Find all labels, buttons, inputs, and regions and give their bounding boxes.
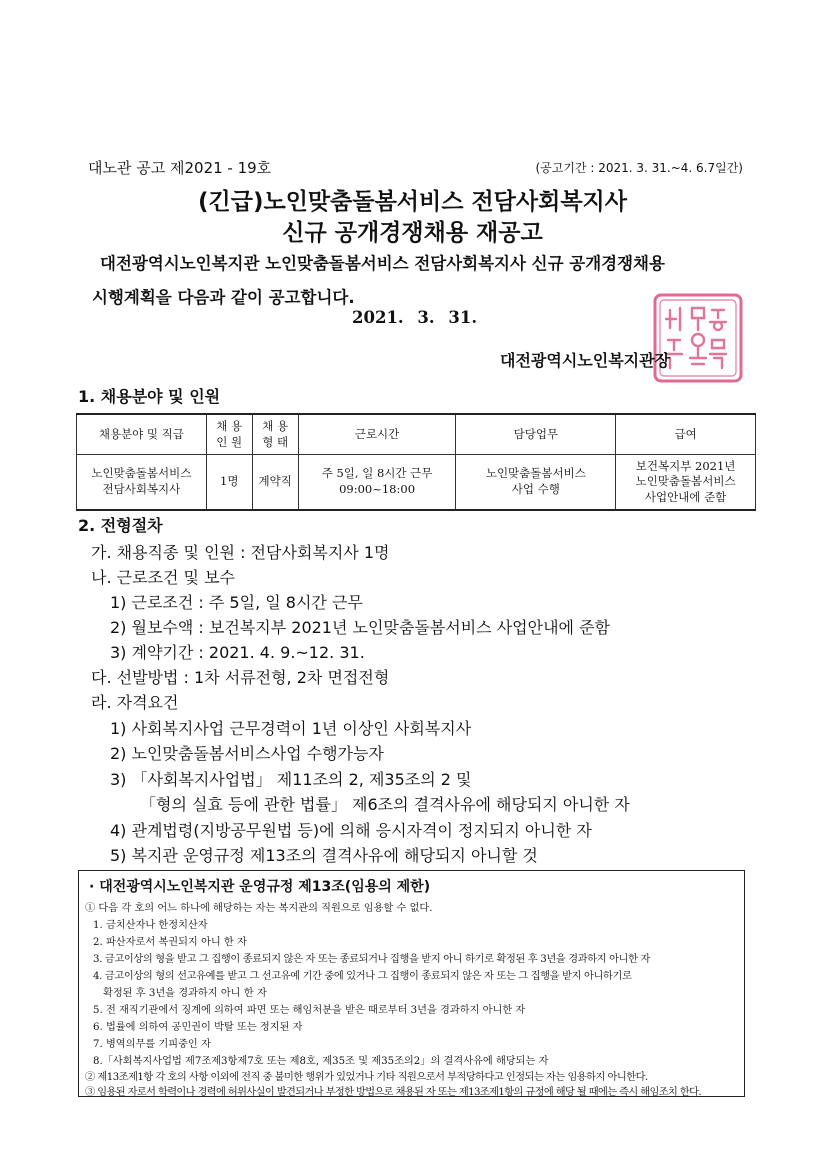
col-header-employment-type: 채 용 형 태 (252, 414, 298, 455)
intro-line1: 대전광역시노인복지관 노인맞춤돌봄서비스 전담사회복지사 신규 공개경쟁채용 (100, 254, 665, 273)
regulation-title: · 대전광역시노인복지관 운영규정 제13조(임용의 제한) (89, 879, 431, 895)
regulation-line: 4. 금고이상의 형의 선고유예를 받고 그 선고유예 기간 중에 있거나 그 집행이 종료되지 않은 자 또는 그 집행을 받지 아니하기로 (93, 971, 632, 982)
notice-number: 대노관 공고 제2021 - 19호 (88, 159, 272, 177)
procedure-line: 5) 복지관 운영규정 제13조의 결격사유에 해당되지 아니할 것 (110, 846, 538, 865)
cell-duties: 노인맞춤돌봄서비스 사업 수행 (456, 455, 616, 511)
regulation-line: 3. 금고이상의 형을 받고 그 집행이 종료되지 않은 자 또는 종료되거나 집행을 받지 아니 하기로 확정된 후 3년을 경과하지 아니한 자 (93, 954, 650, 965)
regulation-line: ① 다음 각 호의 어느 하나에 해당하는 자는 복지관의 직원으로 임용할 수 없다. (85, 903, 433, 914)
regulation-line: 1. 금치산자나 한정치산자 (93, 920, 208, 931)
issuer-name: 대전광역시노인복지관장 (500, 351, 671, 370)
procedure-line: 가. 채용직종 및 인원 : 전담사회복지사 1명 (91, 543, 390, 562)
table-header-row (77, 414, 756, 455)
procedure-line: 3) 「사회복지사업법」 제11조의 2, 제35조의 2 및 (110, 770, 472, 789)
regulation-box (78, 870, 745, 1097)
regulation-line: 7. 병역의무를 기피중인 자 (93, 1039, 211, 1050)
procedure-line: 나. 근로조건 및 보수 (91, 568, 235, 587)
announcement-date: 2021. 3. 31. (352, 308, 478, 327)
cell-work-hours: 주 5일, 일 8시간 근무 09:00~18:00 (298, 455, 456, 511)
cell-field: 노인맞춤돌봄서비스 전담사회복지사 (77, 455, 207, 511)
regulation-line: 6. 법률에 의하여 공민권이 박탈 또는 정지된 자 (93, 1022, 303, 1033)
col-header-field: 채용분야 및 직급 (77, 414, 207, 455)
posting-period: (공고기간 : 2021. 3. 31.~4. 6.7일간) (535, 161, 743, 175)
cell-salary: 보건복지부 2021년 노인맞춤돌봄서비스 사업안내에 준함 (616, 455, 756, 511)
procedure-line: 1) 근로조건 : 주 5일, 일 8시간 근무 (110, 593, 363, 612)
procedure-line: 4) 관계법령(지방공무원법 등)에 의해 응시자격이 정지되지 아니한 자 (110, 821, 592, 840)
regulation-line: 2. 파산자로서 복권되지 아니 한 자 (93, 937, 247, 948)
intro-line2: 시행계획을 다음과 같이 공고합니다. (92, 288, 355, 307)
section-title-procedure: 2. 전형절차 (78, 516, 163, 535)
procedure-line: 2) 노인맞춤돌봄서비스사업 수행가능자 (110, 744, 384, 763)
procedure-line: 1) 사회복지사업 근무경력이 1년 이상인 사회복지사 (110, 719, 472, 738)
col-header-duties: 담당업무 (456, 414, 616, 455)
regulation-line: 확정된 후 3년을 경과하지 아니 한 자 (103, 988, 267, 999)
regulation-line: ② 제13조제1항 각 호의 사항 이외에 전직 중 불미한 행위가 있었거나 기타 직원으로서 부적당하다고 인정되는 자는 임용하지 아니한다. (85, 1072, 648, 1083)
regulation-line: 8.「사회복지사업법 제7조제3항제7호 또는 제8호, 제35조 및 제35조의2」의 결격사유에 해당되는 자 (93, 1056, 549, 1067)
procedure-line: 「형의 실효 등에 관한 법률」 제6조의 결격사유에 해당되지 아니한 자 (140, 795, 630, 814)
table-row (77, 455, 756, 511)
col-header-salary: 급여 (616, 414, 756, 455)
regulation-line: ③ 임용된 자로서 학력이나 경력에 허위사실이 발견되거나 부정한 방법으로 채용된 자 또는 제13조제1항의 규정에 해당 될 때에는 즉시 해임조치 한다. (85, 1087, 701, 1098)
cell-headcount: 1명 (206, 455, 252, 511)
document-title-line1: (긴급)노인맞춤돌봄서비스 전담사회복지사 (198, 189, 627, 215)
col-header-headcount: 채 용 인 원 (206, 414, 252, 455)
procedure-line: 다. 선발방법 : 1차 서류전형, 2차 면접전형 (91, 668, 390, 687)
recruitment-table (76, 413, 756, 511)
procedure-line: 3) 계약기간 : 2021. 4. 9.~12. 31. (110, 643, 365, 662)
section-title-recruitment: 1. 채용분야 및 인원 (78, 387, 221, 406)
procedure-line: 2) 월보수액 : 보건복지부 2021년 노인맞춤돌봄서비스 사업안내에 준함 (110, 618, 610, 637)
cell-employment-type: 계약직 (252, 455, 298, 511)
procedure-line: 라. 자격요건 (91, 693, 179, 712)
regulation-line: 5. 전 재직기관에서 징계에 의하여 파면 또는 해임처분을 받은 때로부터 3년을 경과하지 아니한 자 (93, 1005, 526, 1016)
document-title-line2: 신규 공개경쟁채용 재공고 (282, 220, 543, 246)
col-header-work-hours: 근로시간 (298, 414, 456, 455)
